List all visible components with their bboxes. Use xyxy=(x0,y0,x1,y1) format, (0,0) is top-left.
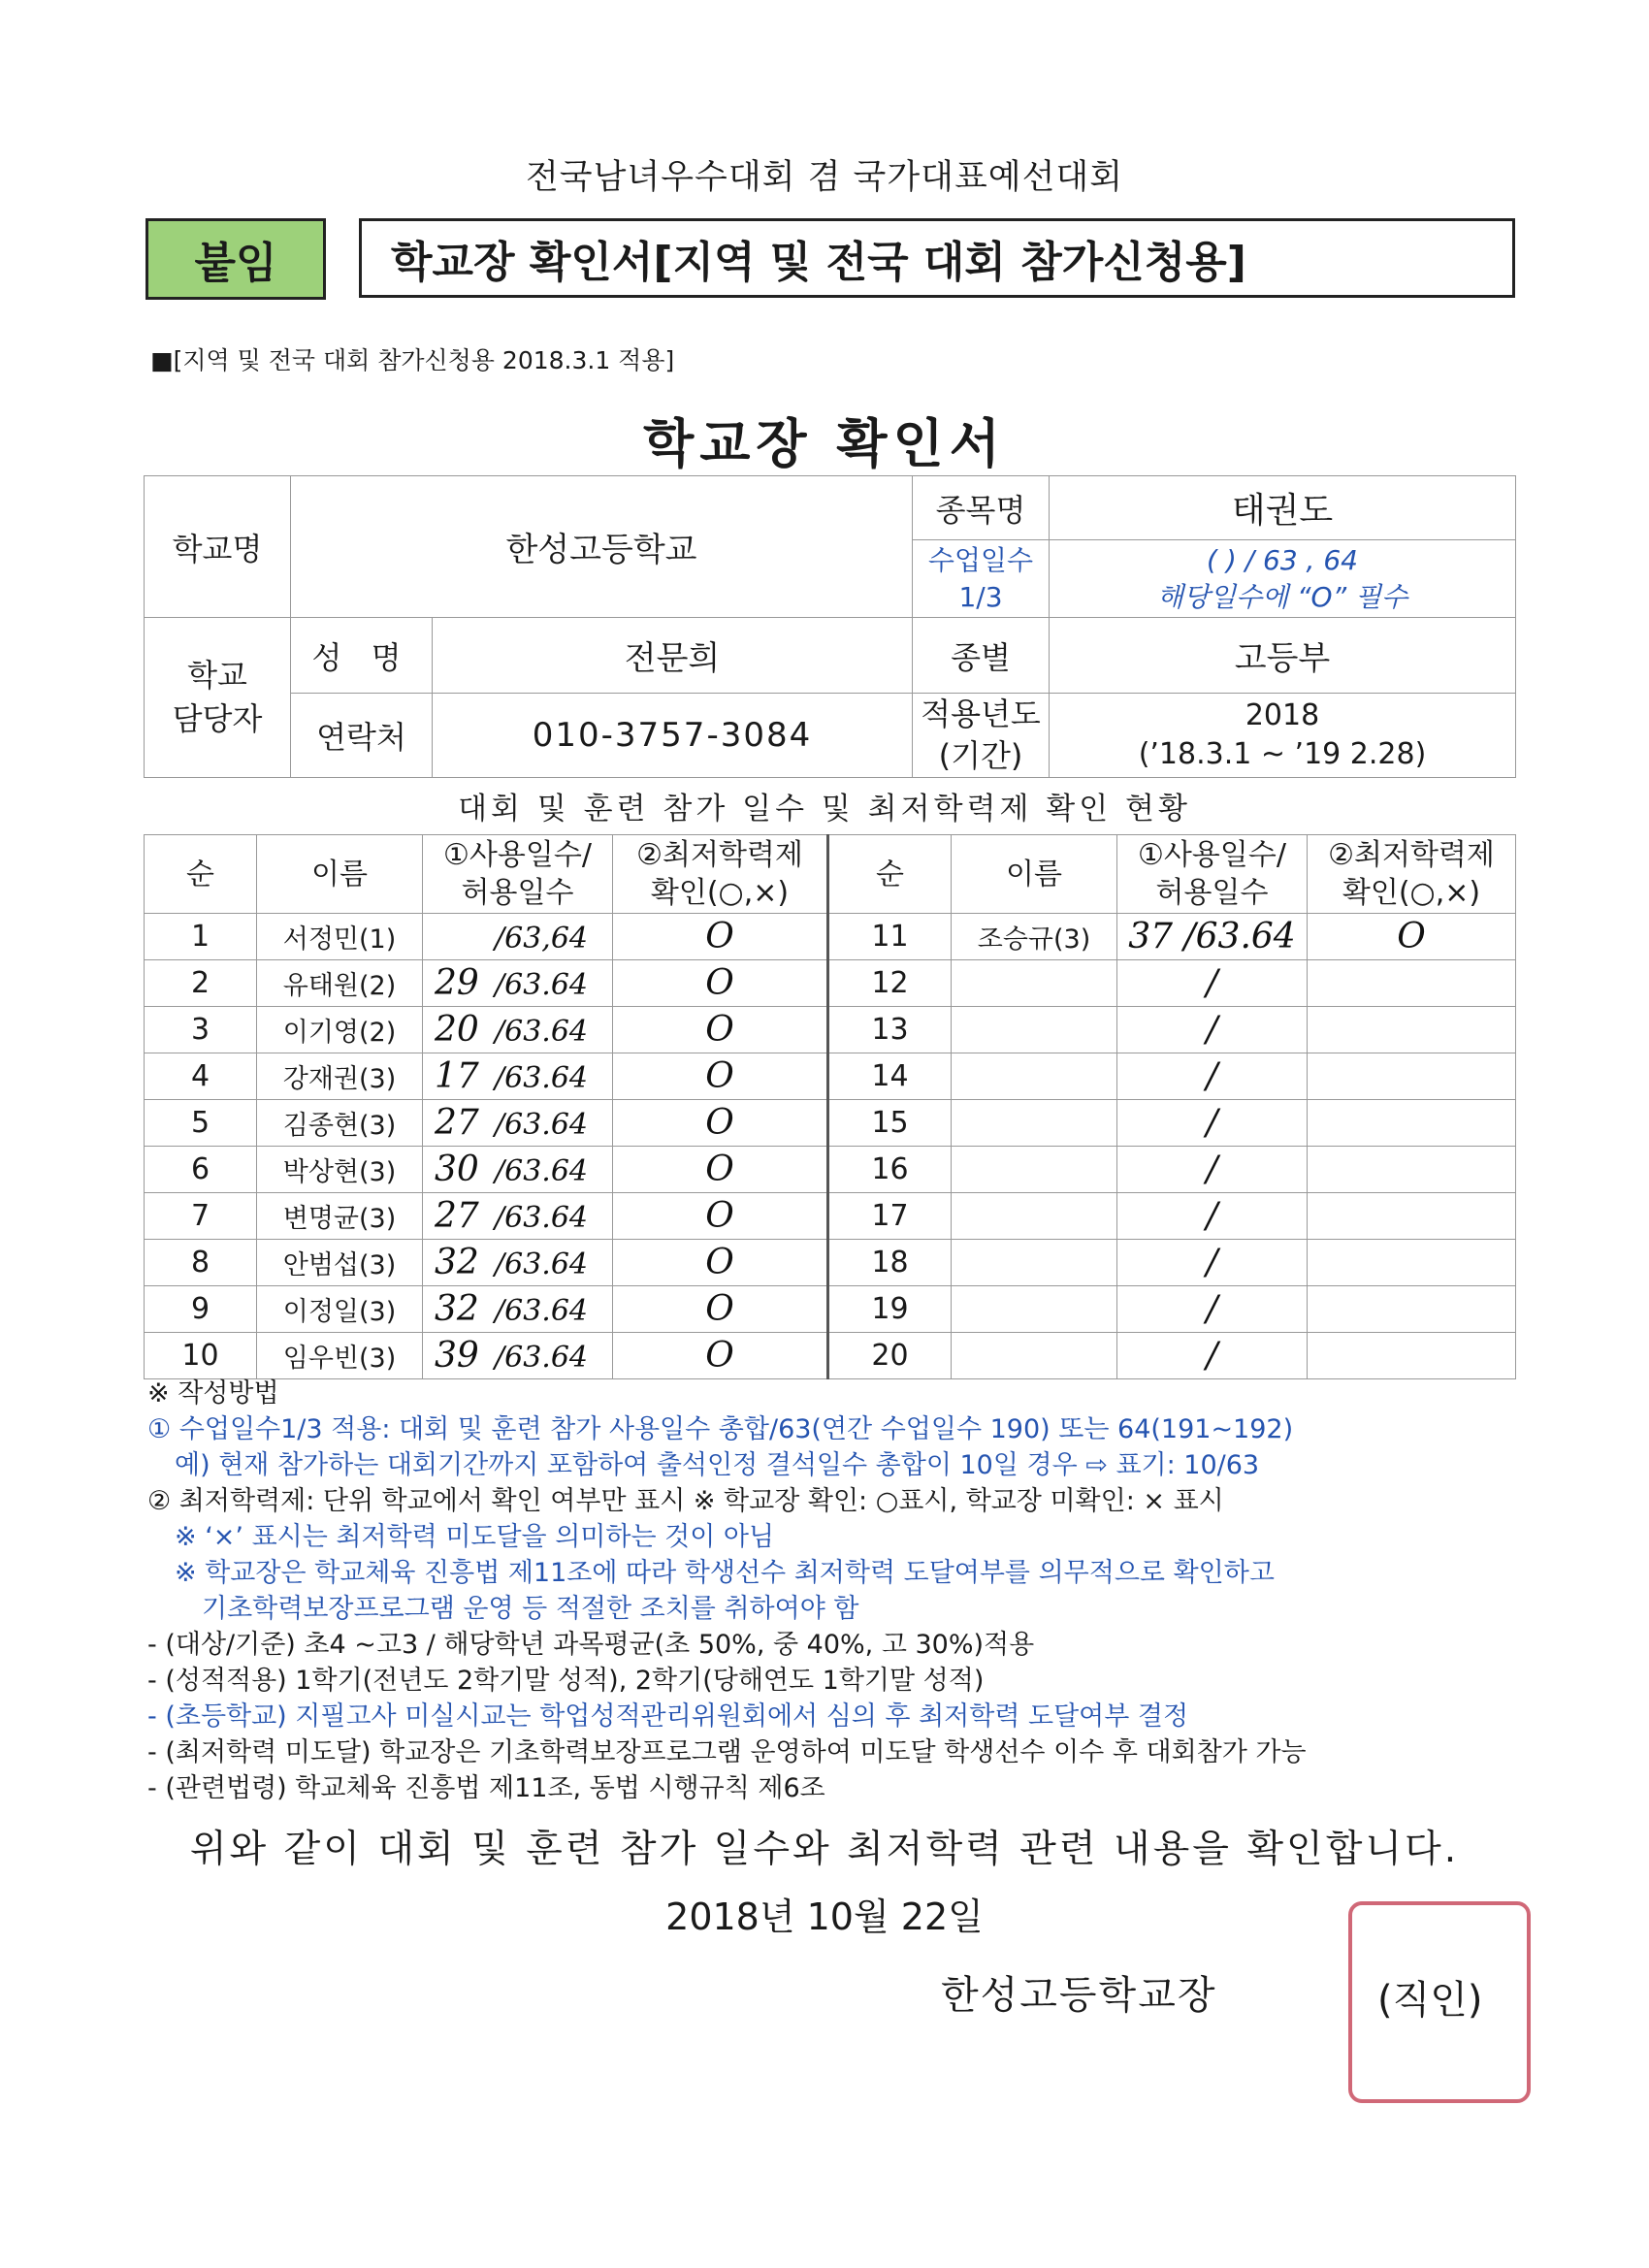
row-no: 4 xyxy=(145,1053,257,1100)
student-name: 변명균(3) xyxy=(257,1193,423,1240)
note-line: 예) 현재 참가하는 대회기간까지 포함하여 출석인정 결석일수 총합이 10일 경우 ⇨ 표기: 10/63 xyxy=(175,1450,1260,1480)
academic-check xyxy=(1308,1147,1516,1193)
academic-check xyxy=(1308,960,1516,1007)
days-used: / xyxy=(1117,960,1308,1007)
seal-label: (직인) xyxy=(1377,1978,1483,2023)
event-label: 종목명 xyxy=(913,476,1050,540)
table-row xyxy=(145,960,1516,1007)
days-used xyxy=(423,1100,613,1147)
header-days-line1: ①사용일수/ xyxy=(443,838,592,872)
days-used-value: 39 xyxy=(435,1336,479,1376)
table-row xyxy=(145,1240,1516,1286)
student-name xyxy=(952,1007,1117,1053)
days-used: 37 /63.64 xyxy=(1117,914,1308,960)
days-used: / xyxy=(1117,1286,1308,1333)
note-line: - (초등학교) 지필고사 미실시교는 학업성적관리위원회에서 심의 후 최저학력 도달여부 결정 xyxy=(147,1701,1189,1732)
header-check-line1: ②최저학력제 xyxy=(636,838,803,872)
type-value: 고등부 xyxy=(1050,618,1516,694)
academic-check: O xyxy=(613,960,828,1007)
note-line: 기초학력보장프로그램 운영 등 적절한 조치를 취하여야 함 xyxy=(202,1594,859,1624)
top-title: 전국남녀우수대회 겸 국가대표예선대회 xyxy=(525,158,1124,197)
row-no: 5 xyxy=(145,1100,257,1147)
writing-notes xyxy=(147,1376,1525,1806)
name-label: 성 명 xyxy=(291,618,433,694)
academic-check xyxy=(1308,1007,1516,1053)
row-no: 10 xyxy=(145,1333,257,1379)
year-value-line1: 2018 xyxy=(1245,697,1320,732)
student-name xyxy=(952,1286,1117,1333)
days-value-line1: ( ) / 63 , 64 xyxy=(1207,543,1358,576)
note-line: ② 최저학력제: 단위 학교에서 확인 여부만 표시 ※ 학교장 확인: ○표시, 학교장 미확인: × 표시 xyxy=(147,1486,1224,1516)
days-used-value: 17 xyxy=(435,1056,479,1096)
academic-check: O xyxy=(613,1053,828,1100)
applies-note: ■[지역 및 전국 대회 참가신청용 2018.3.1 적용] xyxy=(150,346,675,374)
row-no: 2 xyxy=(145,960,257,1007)
note-line: - (최저학력 미도달) 학교장은 기초학력보장프로그램 운영하여 미도달 학생선수 이수 후 대회참가 가능 xyxy=(147,1737,1307,1767)
note-line: ① 수업일수1/3 적용: 대회 및 훈련 참가 사용일수 총합/63(연간 수업일수 190) 또는 64(191~192) xyxy=(147,1414,1294,1444)
academic-check: O xyxy=(613,1240,828,1286)
days-used: / xyxy=(1117,1193,1308,1240)
participation-table xyxy=(144,834,1516,1379)
days-label xyxy=(913,540,1050,618)
header-days-line1: ①사용일수/ xyxy=(1138,838,1286,872)
student-name xyxy=(952,1053,1117,1100)
academic-check: O xyxy=(613,1100,828,1147)
days-used xyxy=(423,914,613,960)
days-used-value: 32 xyxy=(435,1243,479,1282)
note-line: - (성적적용) 1학기(전년도 2학기말 성적), 2학기(당해연도 1학기말 성적) xyxy=(147,1666,985,1696)
student-name: 안범섭(3) xyxy=(257,1240,423,1286)
academic-check: O xyxy=(613,1333,828,1379)
days-used xyxy=(423,1193,613,1240)
days-allowed-value: /63.64 xyxy=(495,968,588,1002)
days-allowed-value: /63.64 xyxy=(495,1341,588,1375)
student-name: 김종현(3) xyxy=(257,1100,423,1147)
student-name: 임우빈(3) xyxy=(257,1333,423,1379)
row-no: 16 xyxy=(828,1147,952,1193)
document-title: 학교장 확인서 xyxy=(643,413,1006,474)
days-value xyxy=(1050,540,1516,618)
header-days-left xyxy=(423,835,613,914)
academic-check xyxy=(1308,1286,1516,1333)
academic-check: O xyxy=(613,1007,828,1053)
school-label: 학교명 xyxy=(145,476,291,618)
header-no-right: 순 xyxy=(828,835,952,914)
year-value xyxy=(1050,694,1516,778)
academic-check: O xyxy=(613,1286,828,1333)
row-no: 18 xyxy=(828,1240,952,1286)
academic-check xyxy=(1308,1193,1516,1240)
academic-check xyxy=(1308,1333,1516,1379)
table-row xyxy=(145,1193,1516,1240)
header-days-right xyxy=(1117,835,1308,914)
header-name-left: 이름 xyxy=(257,835,423,914)
header-check-line2: 확인(○,×) xyxy=(650,876,790,910)
days-used: / xyxy=(1117,1053,1308,1100)
note-line: ※ 학교장은 학교체육 진흥법 제11조에 따라 학생선수 최저학력 도달여부를 의무적으로 확인하고 xyxy=(175,1558,1275,1588)
academic-check xyxy=(1308,1240,1516,1286)
days-allowed-value: /63.64 xyxy=(495,1015,588,1049)
staff-label-line1: 학교 xyxy=(187,657,247,695)
days-value-line2: 해당일수에 “O” 필수 xyxy=(1156,580,1408,613)
days-used xyxy=(423,1333,613,1379)
row-no: 11 xyxy=(828,914,952,960)
row-no: 15 xyxy=(828,1100,952,1147)
days-allowed-value: /63.64 xyxy=(495,1108,588,1142)
days-used: / xyxy=(1117,1333,1308,1379)
header-check-right xyxy=(1308,835,1516,914)
table-row xyxy=(145,1007,1516,1053)
year-value-line2: (’18.3.1 ~ ’19 2.28) xyxy=(1138,737,1427,772)
academic-check: O xyxy=(613,1147,828,1193)
student-name: 이정일(3) xyxy=(257,1286,423,1333)
days-allowed-value: /63.64 xyxy=(495,1154,588,1188)
days-label-line2: 1/3 xyxy=(958,580,1003,613)
school-value: 한성고등학교 xyxy=(291,476,913,618)
school-info-table xyxy=(144,475,1516,778)
note-line: ※ 작성방법 xyxy=(147,1378,279,1409)
student-name: 유태원(2) xyxy=(257,960,423,1007)
student-name xyxy=(952,1100,1117,1147)
days-allowed-value: /63.64 xyxy=(495,1201,588,1235)
days-label-line1: 수업일수 xyxy=(927,543,1034,576)
student-name xyxy=(952,1240,1117,1286)
row-no: 7 xyxy=(145,1193,257,1240)
note-line: - (대상/기준) 초4 ~고3 / 해당학년 과목평균(초 50%, 중 40%, 고 30%)적용 xyxy=(147,1630,1035,1660)
days-used xyxy=(423,1286,613,1333)
days-used-value: 29 xyxy=(435,963,479,1003)
days-used: / xyxy=(1117,1007,1308,1053)
header-no-left: 순 xyxy=(145,835,257,914)
contact-label: 연락처 xyxy=(291,694,433,778)
academic-check: O xyxy=(1308,914,1516,960)
header-check-line1: ②최저학력제 xyxy=(1328,838,1495,872)
days-used xyxy=(423,1240,613,1286)
days-used-value: 30 xyxy=(435,1150,479,1189)
row-no: 19 xyxy=(828,1286,952,1333)
days-used-value: 27 xyxy=(435,1196,479,1236)
student-name xyxy=(952,1193,1117,1240)
header-check-left xyxy=(613,835,828,914)
student-name: 강재권(3) xyxy=(257,1053,423,1100)
student-name: 박상현(3) xyxy=(257,1147,423,1193)
student-name: 조승규(3) xyxy=(952,914,1117,960)
staff-label xyxy=(145,618,291,778)
days-used-value: 27 xyxy=(435,1103,479,1143)
event-value: 태권도 xyxy=(1050,476,1516,540)
row-no: 9 xyxy=(145,1286,257,1333)
header-check-line2: 확인(○,×) xyxy=(1342,876,1481,910)
year-label-line1: 적용년도 xyxy=(921,696,1041,732)
note-line: ※ ‘×’ 표시는 최저학력 미도달을 의미하는 것이 아님 xyxy=(175,1522,775,1552)
row-no: 1 xyxy=(145,914,257,960)
table-row xyxy=(145,1286,1516,1333)
days-allowed-value: /63,64 xyxy=(495,922,588,956)
row-no: 3 xyxy=(145,1007,257,1053)
row-no: 14 xyxy=(828,1053,952,1100)
days-used: / xyxy=(1117,1147,1308,1193)
row-no: 17 xyxy=(828,1193,952,1240)
student-name xyxy=(952,960,1117,1007)
days-used xyxy=(423,1053,613,1100)
student-name: 서정민(1) xyxy=(257,914,423,960)
name-value: 전문희 xyxy=(433,618,913,694)
attachment-tag: 붙임 xyxy=(146,218,326,300)
days-used: / xyxy=(1117,1240,1308,1286)
academic-check xyxy=(1308,1100,1516,1147)
table-row xyxy=(145,1053,1516,1100)
academic-check: O xyxy=(613,1193,828,1240)
days-used xyxy=(423,960,613,1007)
row-no: 13 xyxy=(828,1007,952,1053)
row-no: 12 xyxy=(828,960,952,1007)
staff-label-line2: 담당자 xyxy=(172,700,263,738)
note-line: - (관련법령) 학교체육 진흥법 제11조, 동법 시행규칙 제6조 xyxy=(147,1773,825,1803)
days-used: / xyxy=(1117,1100,1308,1147)
days-allowed-value: /63.64 xyxy=(495,1294,588,1328)
days-used-value: 32 xyxy=(435,1289,479,1329)
principal-name: 한성고등학교장 xyxy=(941,1973,1217,2018)
section-title: 대회 및 훈련 참가 일수 및 최저학력제 확인 현황 xyxy=(458,792,1191,826)
student-name: 이기영(2) xyxy=(257,1007,423,1053)
header-days-line2: 허용일수 xyxy=(1155,876,1269,910)
row-no: 20 xyxy=(828,1333,952,1379)
table-row xyxy=(145,1147,1516,1193)
days-allowed-value: /63.64 xyxy=(495,1247,588,1281)
row-no: 8 xyxy=(145,1240,257,1286)
days-used xyxy=(423,1147,613,1193)
table-row xyxy=(145,914,1516,960)
issue-date: 2018년 10월 22일 xyxy=(665,1895,984,1938)
student-name xyxy=(952,1147,1117,1193)
student-name xyxy=(952,1333,1117,1379)
row-no: 6 xyxy=(145,1147,257,1193)
academic-check: O xyxy=(613,914,828,960)
days-used-value: 20 xyxy=(435,1010,479,1050)
table-row xyxy=(145,1100,1516,1147)
days-used xyxy=(423,1007,613,1053)
table-row xyxy=(145,1333,1516,1379)
header-days-line2: 허용일수 xyxy=(461,876,574,910)
confirm-statement: 위와 같이 대회 및 훈련 참가 일수와 최저학력 관련 내용을 확인합니다. xyxy=(189,1828,1460,1871)
type-label: 종별 xyxy=(913,618,1050,694)
contact-value: 010-3757-3084 xyxy=(433,694,913,778)
header-box: 학교장 확인서[지역 및 전국 대회 참가신청용] xyxy=(359,218,1515,298)
year-label-line2: (기간) xyxy=(938,737,1023,775)
academic-check xyxy=(1308,1053,1516,1100)
year-label xyxy=(913,694,1050,778)
header-name-right: 이름 xyxy=(952,835,1117,914)
days-allowed-value: /63.64 xyxy=(495,1061,588,1095)
